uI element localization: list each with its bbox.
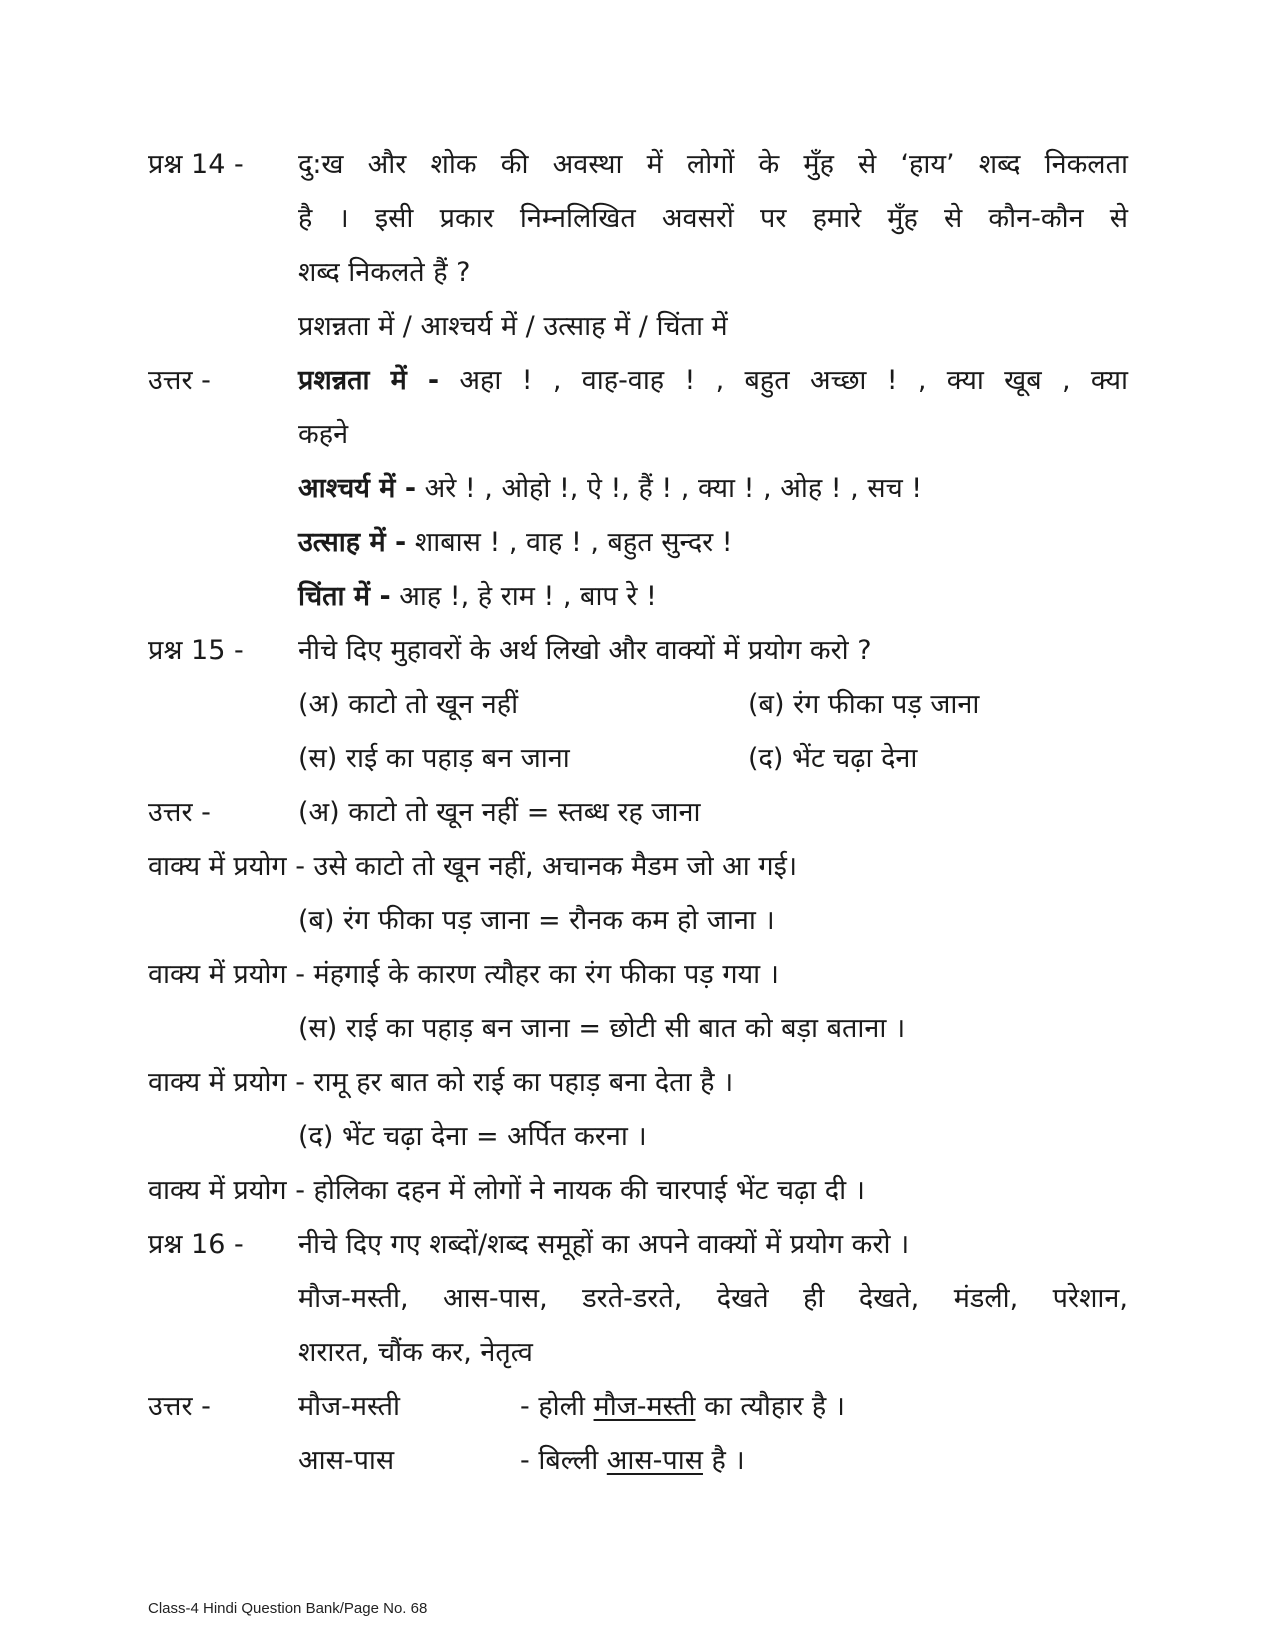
a14-surprise-head: आश्चर्य में -: [298, 473, 417, 504]
a14-joy-head: प्रशन्नता में -: [298, 365, 440, 396]
q16-line-2: [148, 1279, 1128, 1319]
q15-option-c: (स) राई का पहाड़ बन जाना: [298, 743, 570, 774]
a16-row-2: [148, 1441, 1128, 1481]
a15-label: उत्तर -: [148, 797, 211, 828]
a14-joy-cont: कहने: [298, 419, 349, 450]
a14-line-zeal: [148, 523, 1128, 563]
q15-line-1: [148, 631, 1128, 671]
a16-row-1: [148, 1387, 1128, 1427]
q15-options-row-1: [148, 685, 1128, 725]
a14-zeal-head: उत्साह में -: [298, 527, 407, 558]
a14-worry: [298, 577, 657, 617]
a15-line-a: [148, 793, 1128, 833]
a16-word-2: आस-पास: [298, 1445, 395, 1476]
a16-s2-post: है ।: [702, 1445, 745, 1476]
a15-line-b-use: [148, 955, 1128, 995]
a14-zeal-text: शाबास ! , वाह ! , बहुत सुन्दर !: [406, 527, 733, 558]
a15-line-d: [148, 1117, 1128, 1157]
a14-line-joy: [148, 361, 1128, 401]
q14-text-1: दु:ख और शोक की अवस्था में लोगों के मुँह से ‘हाय’ शब्द निकलता: [298, 149, 1128, 180]
a16-word-1: मौज-मस्ती: [298, 1391, 400, 1422]
q16-label: प्रश्न 16 -: [148, 1229, 244, 1260]
q15-text: नीचे दिए मुहावरों के अर्थ लिखो और वाक्यों में प्रयोग करो ?: [298, 635, 872, 666]
q14-line-1: [148, 145, 1128, 185]
a15-d-meaning: (द) भेंट चढ़ा देना = अर्पित करना ।: [298, 1121, 647, 1152]
a14-surprise: [298, 469, 922, 509]
a15-a-meaning: (अ) काटो तो खून नहीं = स्तब्ध रह जाना: [298, 797, 701, 828]
q15-option-b: (ब) रंग फीका पड़ जाना: [748, 689, 980, 720]
a14-surprise-text: अरे ! , ओहो !, ऐ !, हैं ! , क्या ! , ओह ! , सच !: [416, 473, 923, 504]
q14-text-3: शब्द निकलते हैं ?: [298, 257, 471, 288]
a15-d-use: वाक्य में प्रयोग - होलिका दहन में लोगों ने नायक की चारपाई भेंट चढ़ा दी ।: [148, 1175, 865, 1206]
a16-label: उत्तर -: [148, 1391, 211, 1422]
a16-sentence-1: [520, 1387, 845, 1427]
q14-text-4: प्रशन्नता में / आश्चर्य में / उत्साह में / चिंता में: [298, 311, 728, 342]
a15-line-c: [148, 1009, 1128, 1049]
q14-line-4: [148, 307, 1128, 347]
q14-line-3: [148, 253, 1128, 293]
a14-worry-head: चिंता में -: [298, 581, 391, 612]
q16-line-3: [148, 1333, 1128, 1373]
a16-s1-post: का त्यौहार है ।: [695, 1391, 845, 1422]
a15-c-meaning: (स) राई का पहाड़ बन जाना = छोटी सी बात को बड़ा बताना ।: [298, 1013, 906, 1044]
q15-option-a: (अ) काटो तो खून नहीं: [298, 689, 519, 720]
a14-label: उत्तर -: [148, 365, 211, 396]
q16-words-1: मौज-मस्ती, आस-पास, डरते-डरते, देखते ही देखते, मंडली, परेशान,: [298, 1283, 1128, 1314]
q14-label: प्रश्न 14 -: [148, 149, 244, 180]
a16-s2-underlined: आस-पास: [606, 1445, 703, 1476]
a16-s1-underlined: मौज-मस्ती: [593, 1391, 696, 1422]
a14-line-worry: [148, 577, 1128, 617]
a16-s1-pre: - होली: [520, 1391, 594, 1422]
a15-line-a-use: [148, 847, 1128, 887]
q16-text: नीचे दिए गए शब्दों/शब्द समूहों का अपने वाक्यों में प्रयोग करो ।: [298, 1229, 910, 1260]
a15-line-d-use: [148, 1171, 1128, 1211]
q14-line-2: [148, 199, 1128, 239]
a14-joy-text: अहा ! , वाह-वाह ! , बहुत अच्छा ! , क्या खूब , क्या: [439, 365, 1128, 396]
a15-line-c-use: [148, 1063, 1128, 1103]
a14-line-joy-cont: [148, 415, 1128, 455]
q14-text-2: है । इसी प्रकार निम्नलिखित अवसरों पर हमारे मुँह से कौन-कौन से: [298, 203, 1128, 234]
q15-option-d: (द) भेंट चढ़ा देना: [748, 743, 918, 774]
q15-label: प्रश्न 15 -: [148, 635, 244, 666]
page-footer: Class-4 Hindi Question Bank/Page No. 68: [148, 1600, 428, 1617]
a15-a-use: वाक्य में प्रयोग - उसे काटो तो खून नहीं, अचानक मैडम जो आ गई।: [148, 851, 798, 882]
a14-zeal: [298, 523, 733, 563]
a14-line-surprise: [148, 469, 1128, 509]
q16-line-1: [148, 1225, 1128, 1265]
a14-joy: [298, 361, 1128, 401]
a16-sentence-2: [520, 1441, 745, 1481]
q16-words-2: शरारत, चौंक कर, नेतृत्व: [298, 1337, 533, 1368]
a15-b-meaning: (ब) रंग फीका पड़ जाना = रौनक कम हो जाना ।: [298, 905, 775, 936]
a15-c-use: वाक्य में प्रयोग - रामू हर बात को राई का पहाड़ बना देता है ।: [148, 1067, 734, 1098]
a16-s2-pre: - बिल्ली: [520, 1445, 607, 1476]
q15-options-row-2: [148, 739, 1128, 779]
a15-line-b: [148, 901, 1128, 941]
a14-worry-text: आह !, हे राम ! , बाप रे !: [390, 581, 657, 612]
a15-b-use: वाक्य में प्रयोग - मंहगाई के कारण त्यौहर का रंग फीका पड़ गया ।: [148, 959, 779, 990]
